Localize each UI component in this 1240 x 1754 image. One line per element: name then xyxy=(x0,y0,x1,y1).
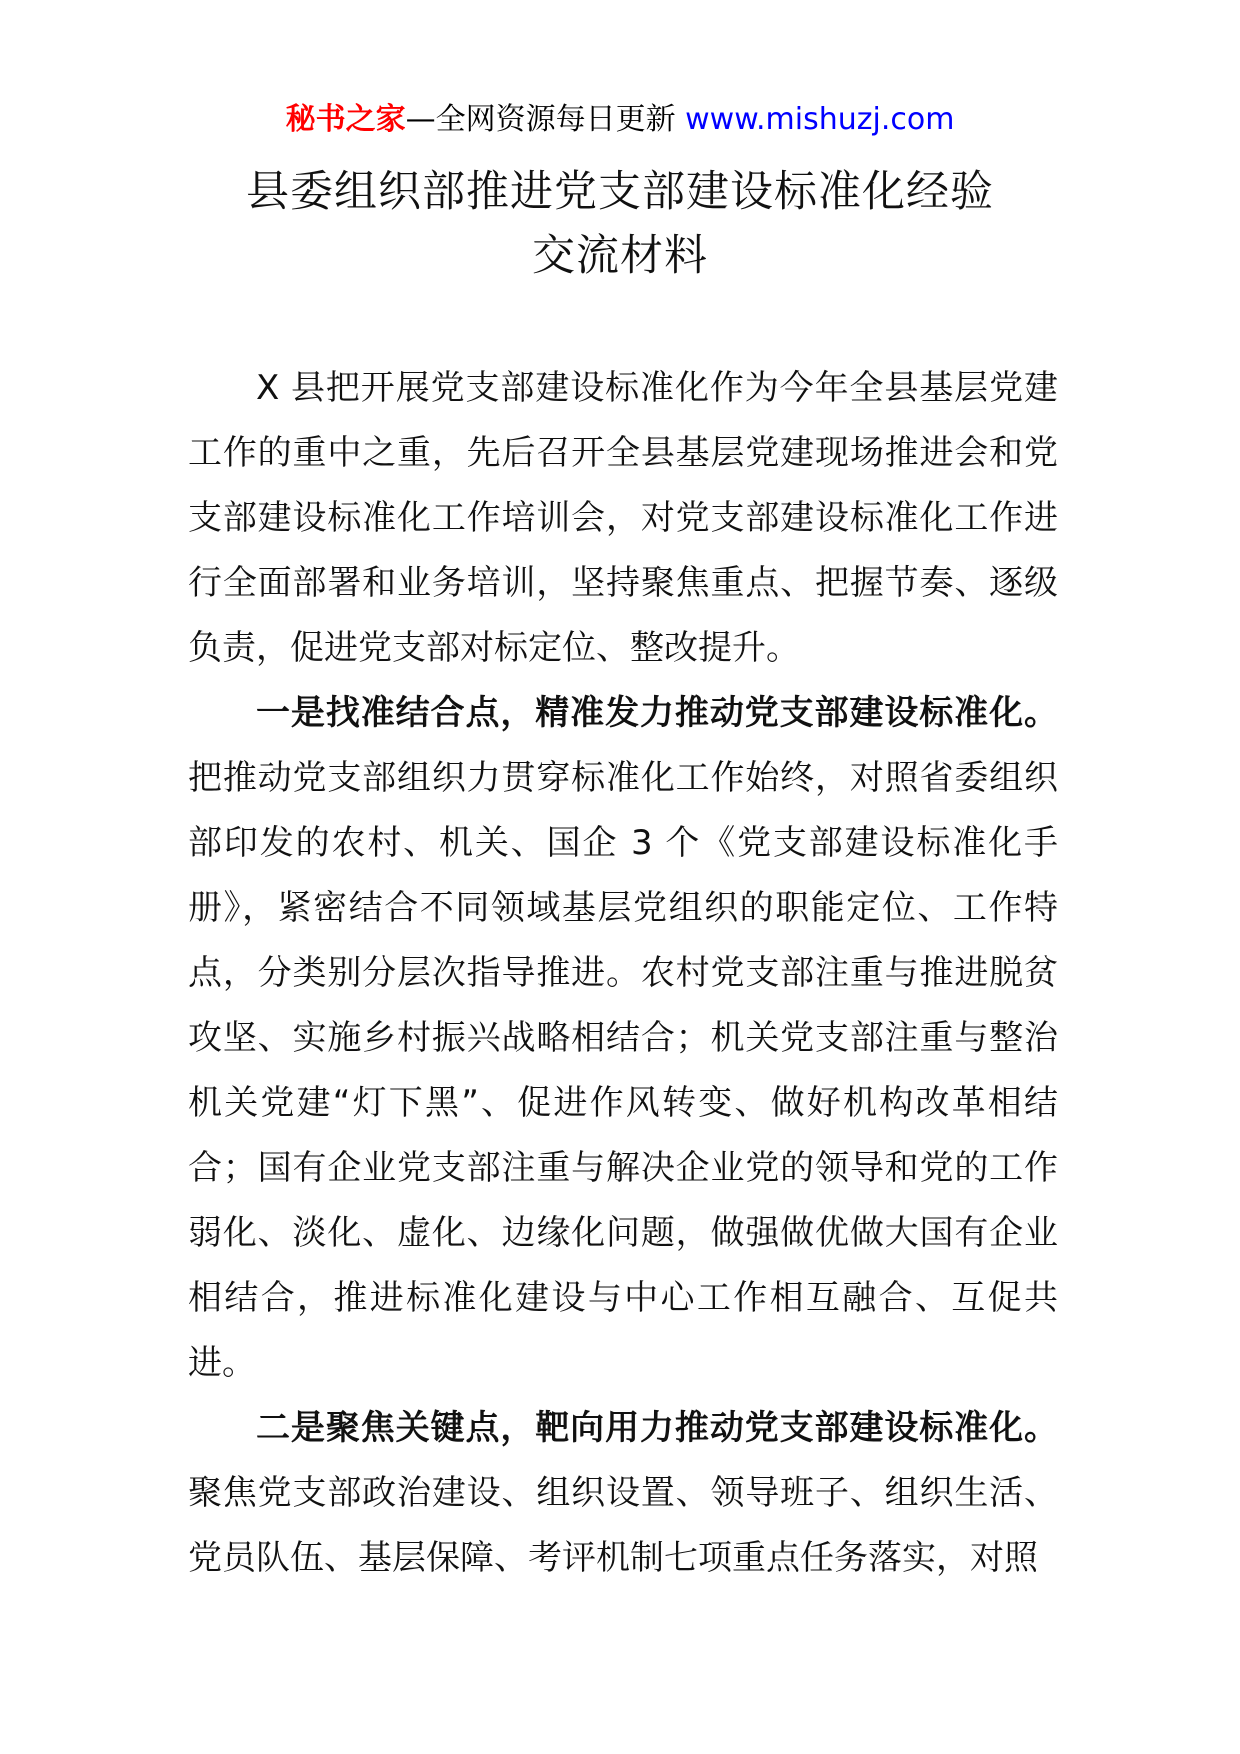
paragraph-point-one-text: 把推动党支部组织力贯穿标准化工作始终，对照省委组织部印发的农村、机关、国企 3 个《党支部建设标准化手册》，紧密结合不同领域基层党组织的职能定位、工作特点，分类别分层次指导推进。农村党支部注重与推进脱贫攻坚、实施乡村振兴战略相结合；机关党支部注重与整治机关党建“灯下黑”、促进作风转变、做好机构改革相结合；国有企业党支部注重与解决企业党的领导和党的工作弱化、淡化、虚化、边缘化问题，做强做优做大国有企业相结合，推进标准化建设与中心工作相互融合、互促共进。 xyxy=(188,758,1058,1383)
site-url-link[interactable]: www.mishuzj.com xyxy=(685,102,955,137)
paragraph-intro xyxy=(188,356,1058,681)
paragraph-point-one xyxy=(188,681,1058,1396)
site-slogan: —全网资源每日更新 xyxy=(405,102,686,137)
site-brand: 秘书之家 xyxy=(285,102,406,137)
document-body xyxy=(188,356,1058,1591)
document-title-line-1: 县委组织部推进党支部建设标准化经验 xyxy=(246,167,994,217)
paragraph-point-two-lead: 二是聚焦关键点，靶向用力推动党支部建设标准化。 xyxy=(256,1408,1058,1448)
paragraph-point-two xyxy=(188,1396,1058,1591)
document-title-line-2: 交流材料 xyxy=(532,231,708,281)
site-header xyxy=(0,100,1240,140)
document-title xyxy=(190,160,1050,288)
paragraph-intro-text: X 县把开展党支部建设标准化作为今年全县基层党建工作的重中之重，先后召开全县基层党建现场推进会和党支部建设标准化工作培训会，对党支部建设标准化工作进行全面部署和业务培训，坚持聚焦重点、把握节奏、逐级负责，促进党支部对标定位、整改提升。 xyxy=(188,368,1058,668)
paragraph-point-one-lead: 一是找准结合点，精准发力推动党支部建设标准化。 xyxy=(256,693,1058,733)
paragraph-point-two-text: 聚焦党支部政治建设、组织设置、领导班子、组织生活、党员队伍、基层保障、考评机制七项重点任务落实，对照 xyxy=(188,1473,1058,1578)
